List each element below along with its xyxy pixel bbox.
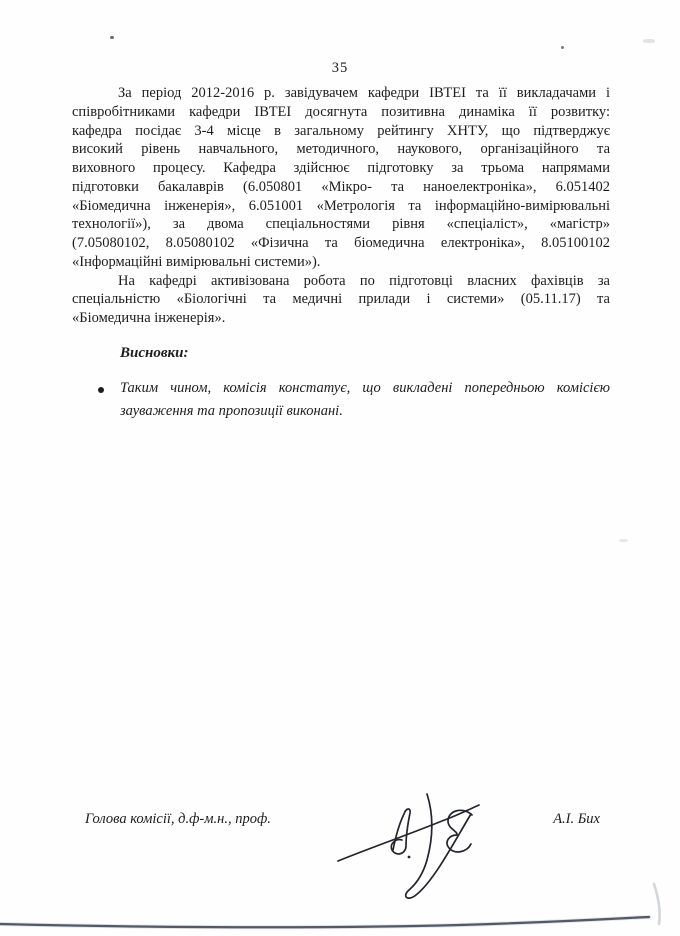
page-number: 35 xyxy=(331,60,349,76)
commission-head-title: Голова комісії, д.ф-м.н., проф. xyxy=(85,811,271,827)
paragraph xyxy=(72,272,610,328)
text-line: «Інформаційні вимірювальні системи»). xyxy=(72,253,321,270)
text-line: технології»), за двома спеціальностями рівня «спеціаліст», «магістр» xyxy=(72,216,610,233)
text-line: високий рівень навчального, методичного, наукового, організаційного та xyxy=(72,141,610,158)
paragraph xyxy=(120,377,610,422)
page-bottom-edge xyxy=(0,902,680,936)
commission-head-name: А.І. Бих xyxy=(553,811,600,827)
text-line: «Біомедична інженерія», 6.051001 «Метрологія та інформаційно-вимірювальні xyxy=(72,197,610,214)
bullet-icon xyxy=(98,387,104,393)
scan-speck xyxy=(561,46,564,49)
text-line: кафедра посідає 3-4 місце в загальному рейтингу ХНТУ, що підтверджує xyxy=(72,122,610,139)
text-line: Таким чином, комісія констатує, що викладені попередньою комісією xyxy=(120,380,610,396)
signature-handwriting-icon xyxy=(330,778,500,910)
text-line: «Біомедична інженерія». xyxy=(72,310,226,326)
conclusions-list xyxy=(120,377,610,422)
body-text xyxy=(72,84,610,328)
scan-smudge xyxy=(619,539,628,542)
text-line: За період 2012-2016 р. завідувачем кафедри ІВТЕІ та її викладачами і xyxy=(118,85,610,101)
paragraph xyxy=(72,84,610,272)
text-line: виховного процесу. Кафедра здійснює підготовку за трьома напрямами xyxy=(72,160,610,176)
text-line: На кафедрі активізована робота по підготовці власних фахівців за xyxy=(118,272,610,289)
conclusions-heading: Висновки: xyxy=(120,345,189,361)
text-line: зауваження та пропозиції виконані. xyxy=(120,402,343,419)
scan-speck xyxy=(110,36,114,39)
scan-smudge xyxy=(643,39,655,43)
page-corner-curl xyxy=(640,878,680,930)
text-line: підготовки бакалаврів (6.050801 «Мікро- та наноелектроніка», 6.051402 xyxy=(72,178,610,195)
text-line: (7.05080102, 8.05080102 «Фізична та біомедична електроніка», 8.05100102 xyxy=(72,235,610,251)
text-line: співробітниками кафедри ІВТЕІ досягнута позитивна динаміка її розвитку: xyxy=(72,103,610,120)
text-line: спеціальністю «Біологічні та медичні прилади і системи» (05.11.17) та xyxy=(72,291,610,308)
